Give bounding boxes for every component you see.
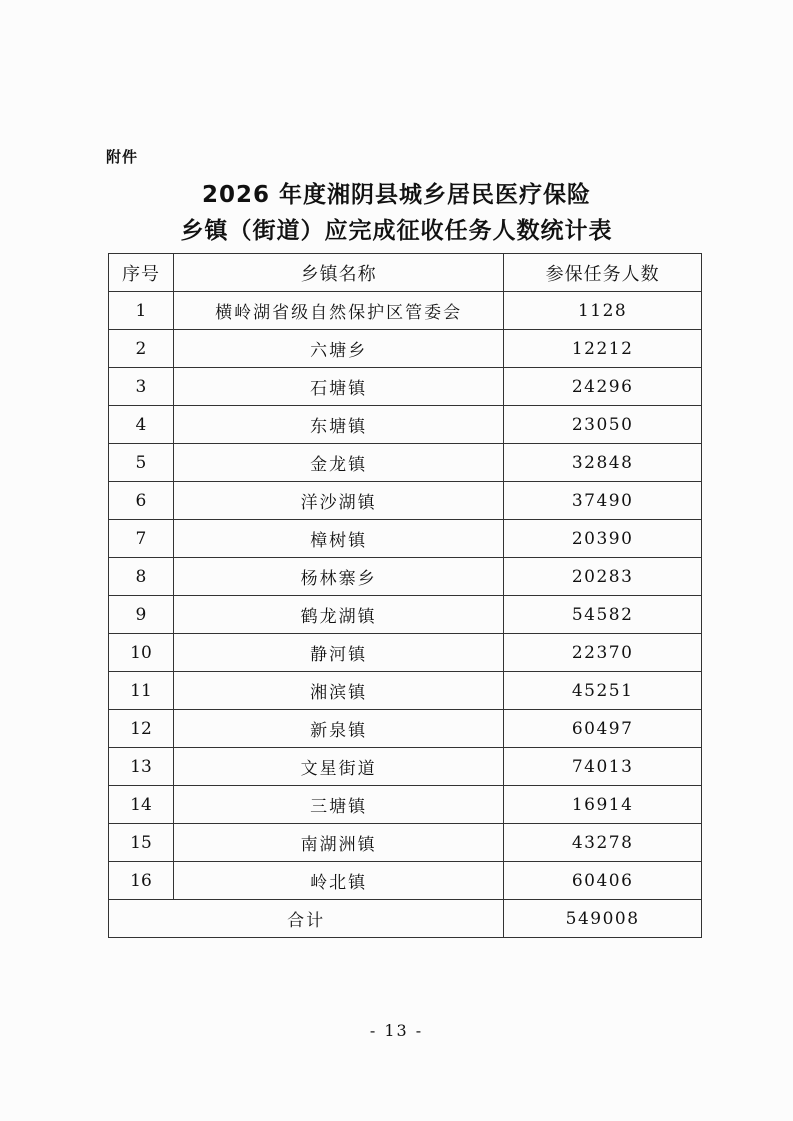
township-name-cell: 六塘乡 bbox=[173, 330, 503, 368]
enrollment-target-cell: 32848 bbox=[504, 444, 702, 482]
township-name-cell: 静河镇 bbox=[173, 634, 503, 672]
township-name-cell: 南湖洲镇 bbox=[173, 824, 503, 862]
table-row bbox=[109, 520, 702, 558]
table-row bbox=[109, 406, 702, 444]
header-enrollment-target: 参保任务人数 bbox=[504, 254, 702, 292]
enrollment-target-cell: 24296 bbox=[504, 368, 702, 406]
serial-number-cell: 6 bbox=[109, 482, 174, 520]
township-name-cell: 金龙镇 bbox=[173, 444, 503, 482]
serial-number-cell: 4 bbox=[109, 406, 174, 444]
table-row bbox=[109, 862, 702, 900]
table-total-row bbox=[109, 900, 702, 938]
table-row bbox=[109, 786, 702, 824]
header-township-name: 乡镇名称 bbox=[173, 254, 503, 292]
attachment-label: 附件 bbox=[106, 148, 139, 166]
enrollment-target-cell: 45251 bbox=[504, 672, 702, 710]
township-name-cell: 洋沙湖镇 bbox=[173, 482, 503, 520]
page-number: - 13 - bbox=[369, 1021, 424, 1040]
serial-number-cell: 14 bbox=[109, 786, 174, 824]
table-row bbox=[109, 634, 702, 672]
enrollment-target-cell: 23050 bbox=[504, 406, 702, 444]
header-serial-number: 序号 bbox=[109, 254, 174, 292]
serial-number-cell: 9 bbox=[109, 596, 174, 634]
table-row bbox=[109, 672, 702, 710]
enrollment-target-cell: 74013 bbox=[504, 748, 702, 786]
township-name-cell: 横岭湖省级自然保护区管委会 bbox=[173, 292, 503, 330]
total-value: 549008 bbox=[504, 900, 702, 938]
table-row bbox=[109, 748, 702, 786]
enrollment-target-cell: 43278 bbox=[504, 824, 702, 862]
enrollment-target-cell: 60406 bbox=[504, 862, 702, 900]
enrollment-target-cell: 22370 bbox=[504, 634, 702, 672]
serial-number-cell: 10 bbox=[109, 634, 174, 672]
serial-number-cell: 3 bbox=[109, 368, 174, 406]
table-row bbox=[109, 596, 702, 634]
enrollment-target-cell: 16914 bbox=[504, 786, 702, 824]
document-title-line-2: 乡镇（街道）应完成征收任务人数统计表 bbox=[180, 218, 613, 244]
serial-number-cell: 7 bbox=[109, 520, 174, 558]
serial-number-cell: 15 bbox=[109, 824, 174, 862]
enrollment-target-cell: 20390 bbox=[504, 520, 702, 558]
statistics-table bbox=[108, 253, 702, 938]
serial-number-cell: 13 bbox=[109, 748, 174, 786]
serial-number-cell: 5 bbox=[109, 444, 174, 482]
serial-number-cell: 8 bbox=[109, 558, 174, 596]
table-row bbox=[109, 330, 702, 368]
table-row bbox=[109, 482, 702, 520]
serial-number-cell: 12 bbox=[109, 710, 174, 748]
township-name-cell: 文星街道 bbox=[173, 748, 503, 786]
serial-number-cell: 16 bbox=[109, 862, 174, 900]
township-name-cell: 樟树镇 bbox=[173, 520, 503, 558]
table-row bbox=[109, 710, 702, 748]
enrollment-target-cell: 60497 bbox=[504, 710, 702, 748]
enrollment-target-cell: 37490 bbox=[504, 482, 702, 520]
table-row bbox=[109, 824, 702, 862]
township-name-cell: 东塘镇 bbox=[173, 406, 503, 444]
serial-number-cell: 2 bbox=[109, 330, 174, 368]
enrollment-target-cell: 54582 bbox=[504, 596, 702, 634]
township-name-cell: 岭北镇 bbox=[173, 862, 503, 900]
table-row bbox=[109, 444, 702, 482]
township-name-cell: 新泉镇 bbox=[173, 710, 503, 748]
table-row bbox=[109, 292, 702, 330]
township-name-cell: 石塘镇 bbox=[173, 368, 503, 406]
township-name-cell: 三塘镇 bbox=[173, 786, 503, 824]
table-body bbox=[109, 292, 702, 900]
document-title-line-1: 2026 年度湘阴县城乡居民医疗保险 bbox=[201, 182, 592, 208]
enrollment-target-cell: 12212 bbox=[504, 330, 702, 368]
table-row bbox=[109, 368, 702, 406]
table-header-row bbox=[109, 254, 702, 292]
township-name-cell: 湘滨镇 bbox=[173, 672, 503, 710]
table-row bbox=[109, 558, 702, 596]
township-name-cell: 鹤龙湖镇 bbox=[173, 596, 503, 634]
serial-number-cell: 1 bbox=[109, 292, 174, 330]
enrollment-target-cell: 20283 bbox=[504, 558, 702, 596]
total-label: 合计 bbox=[109, 900, 504, 938]
township-name-cell: 杨林寨乡 bbox=[173, 558, 503, 596]
serial-number-cell: 11 bbox=[109, 672, 174, 710]
enrollment-target-cell: 1128 bbox=[504, 292, 702, 330]
